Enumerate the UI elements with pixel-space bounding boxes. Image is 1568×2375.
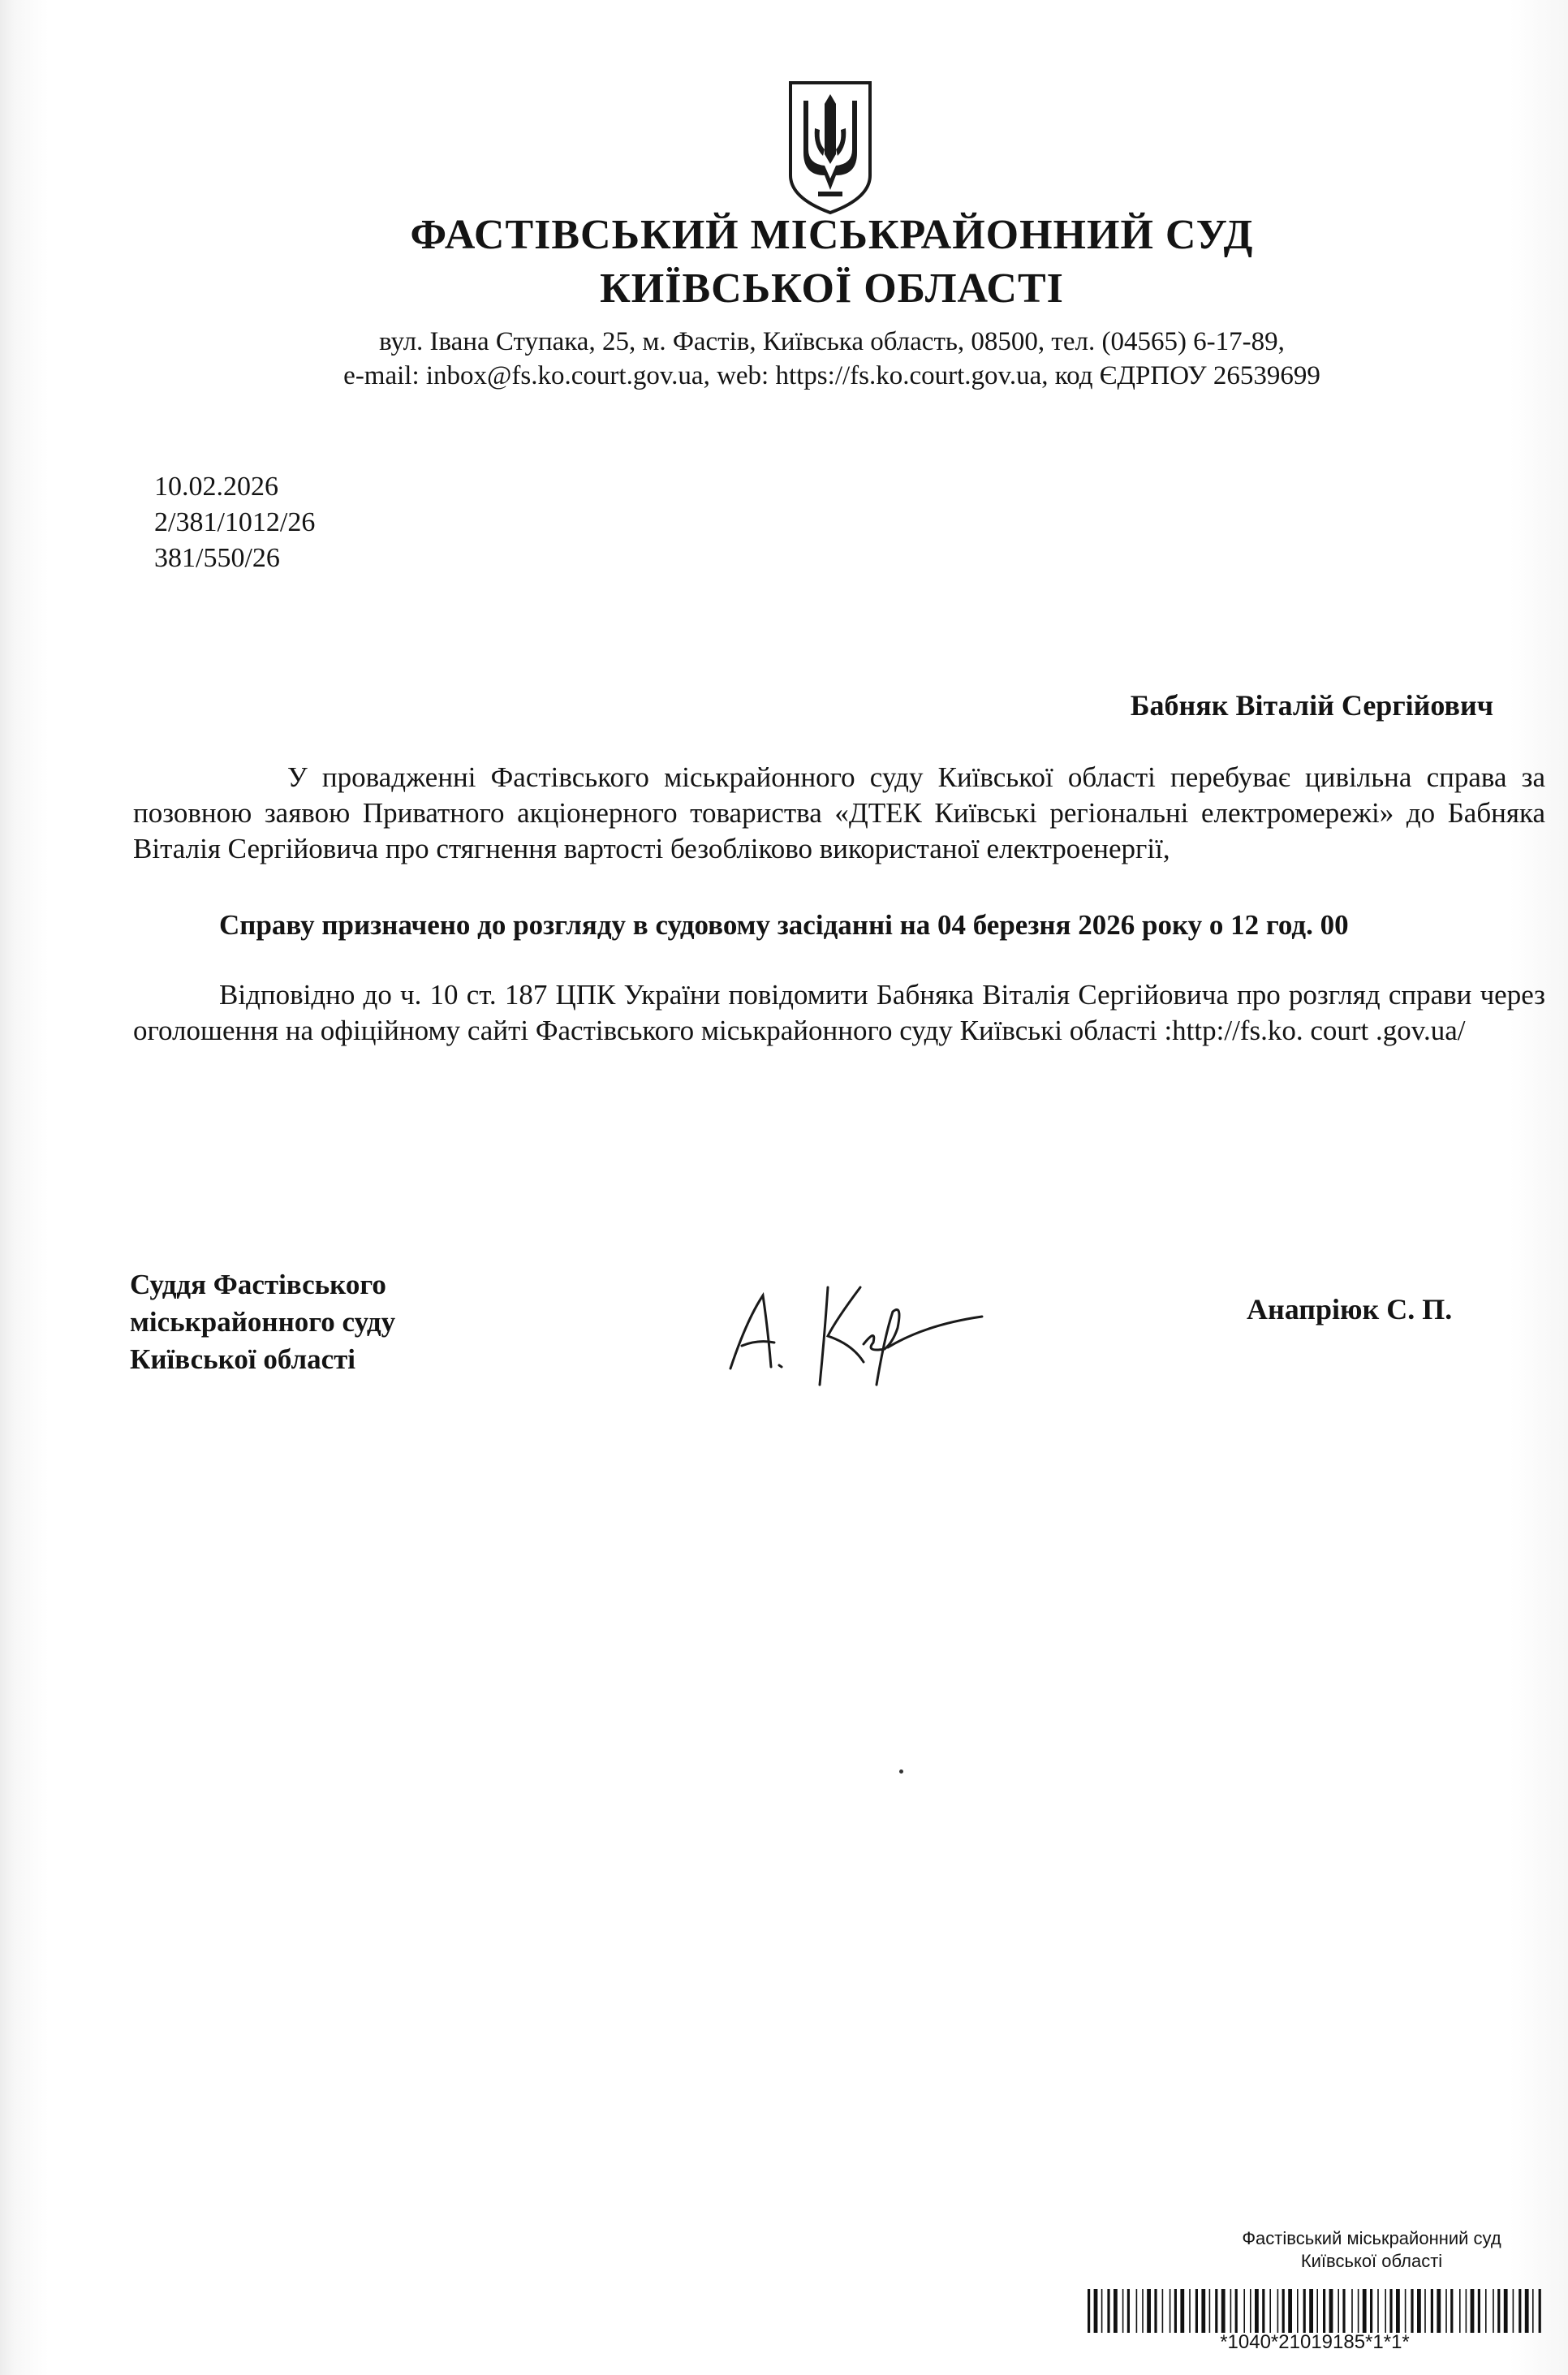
barcode-bar	[1215, 2289, 1217, 2333]
barcode-bar	[1262, 2289, 1264, 2333]
barcode-bar	[1424, 2289, 1426, 2333]
barcode-bar	[1358, 2289, 1359, 2333]
barcode-bar	[1142, 2289, 1144, 2333]
barcode-bar	[1497, 2289, 1500, 2333]
judge-position-line2: міськрайонного суду	[130, 1306, 396, 1338]
barcode-bar	[1518, 2289, 1521, 2333]
barcode-bar	[1094, 2289, 1098, 2333]
barcode-bar	[1221, 2289, 1226, 2333]
barcode-bar	[1303, 2289, 1306, 2333]
barcode-bar	[1195, 2289, 1198, 2333]
barcode-text: *1040*21019185*1*1*	[1220, 2331, 1410, 2353]
barcode-bar	[1405, 2289, 1406, 2333]
barcode-bar	[1385, 2289, 1386, 2333]
barcode-bar	[1485, 2289, 1487, 2333]
barcode-bar	[1342, 2289, 1345, 2333]
barcode-bar	[1389, 2289, 1392, 2333]
barcode-bar	[1323, 2289, 1325, 2333]
stamp-line2: Київської області	[1300, 2251, 1443, 2271]
barcode-bar	[1297, 2289, 1299, 2333]
barcode-bar	[1471, 2289, 1475, 2333]
barcode-bar	[1147, 2289, 1151, 2333]
court-name-line2: КИЇВСЬКОЇ ОБЛАСТІ	[600, 265, 1064, 312]
body-paragraph-case: У провадженні Фастівського міськрайонного суду Київської області перебуває цивільна справа за позовною заявою Приватного акціонерного товариства «ДТЕК Київські регіональні електромережі» до Бабняка Віталія Сергійовича про стягнення вартості безобліково використаної електроенергії,	[133, 761, 1545, 864]
barcode-bar	[1235, 2289, 1238, 2333]
barcode-bar	[1201, 2289, 1205, 2333]
barcode-bar	[1269, 2289, 1271, 2333]
trident-icon	[786, 80, 875, 216]
body-paragraph-hearing: Справу призначено до розгляду в судовому засіданні на 04 березня 2026 року о 12 год. 00	[219, 909, 1349, 941]
barcode-bar	[1162, 2289, 1164, 2333]
case-number: 2/381/1012/26	[154, 507, 316, 537]
barcode	[1088, 2289, 1542, 2333]
barcode-bar	[1309, 2289, 1313, 2333]
judge-position-line3: Київської області	[130, 1343, 356, 1375]
barcode-bar	[1493, 2289, 1494, 2333]
registry-stamp	[1201, 2227, 1542, 2273]
barcode-bar	[1466, 2289, 1467, 2333]
barcode-bar	[1377, 2289, 1379, 2333]
judge-position-line1: Суддя Фастівського	[130, 1269, 386, 1300]
barcode-bar	[1396, 2289, 1400, 2333]
barcode-bar	[1282, 2289, 1285, 2333]
barcode-bar	[1180, 2289, 1184, 2333]
barcode-bar	[1316, 2289, 1318, 2333]
court-name-line1: ФАСТІВСЬКИЙ МІСЬКРАЙОННИЙ СУД	[410, 212, 1254, 258]
barcode-bar	[1114, 2289, 1118, 2333]
barcode-bar	[1437, 2289, 1441, 2333]
page-mark	[899, 1769, 903, 1774]
judge-name: Анапріюк С. П.	[1247, 1293, 1453, 1325]
proceeding-number: 381/550/26	[154, 543, 280, 573]
barcode-bar	[1513, 2289, 1514, 2333]
barcode-bar	[1525, 2289, 1529, 2333]
barcode-bar	[1101, 2289, 1103, 2333]
barcode-bar	[1255, 2289, 1259, 2333]
barcode-bar	[1243, 2289, 1245, 2333]
barcode-bar	[1504, 2289, 1508, 2333]
barcode-bar	[1170, 2289, 1171, 2333]
barcode-bar	[1478, 2289, 1480, 2333]
barcode-bar	[1250, 2289, 1251, 2333]
barcode-bar	[1363, 2289, 1367, 2333]
barcode-bar	[1174, 2289, 1177, 2333]
barcode-bar	[1370, 2289, 1372, 2333]
barcode-bar	[1127, 2289, 1130, 2333]
barcode-bar	[1431, 2289, 1433, 2333]
barcode-bar	[1122, 2289, 1124, 2333]
barcode-bar	[1329, 2289, 1333, 2333]
barcode-bar	[1288, 2289, 1292, 2333]
barcode-bar	[1154, 2289, 1157, 2333]
barcode-bar	[1136, 2289, 1138, 2333]
document-date: 10.02.2026	[154, 472, 278, 502]
barcode-bar	[1338, 2289, 1339, 2333]
barcode-bar	[1532, 2289, 1534, 2333]
court-contacts: e-mail: inbox@fs.ko.court.gov.ua, web: https://fs.ko.court.gov.ua, код ЄДРПОУ 26539699	[343, 361, 1320, 390]
judge-position	[130, 1266, 395, 1378]
barcode-bar	[1107, 2289, 1109, 2333]
barcode-bar	[1209, 2289, 1211, 2333]
barcode-bar	[1230, 2289, 1232, 2333]
recipient-name: Бабняк Віталій Сергійович	[1130, 689, 1493, 722]
barcode-bar	[1450, 2289, 1453, 2333]
barcode-bar	[1445, 2289, 1447, 2333]
barcode-bar	[1411, 2289, 1413, 2333]
handwritten-signature	[714, 1271, 990, 1393]
court-address: вул. Івана Ступака, 25, м. Фастів, Київська область, 08500, тел. (04565) 6-17-89,	[379, 327, 1285, 356]
barcode-bar	[1539, 2289, 1541, 2333]
barcode-bar	[1351, 2289, 1353, 2333]
barcode-bar	[1417, 2289, 1421, 2333]
barcode-bar	[1088, 2289, 1090, 2333]
body-paragraph-notice: Відповідно до ч. 10 ст. 187 ЦПК України повідомити Бабняка Віталія Сергійовича про розгляд справи через оголошення на офіційному сайті Фастівського міськрайонного суду Київські області :http://fs.ko. court .gov.ua/	[133, 979, 1545, 1046]
barcode-bar	[1459, 2289, 1461, 2333]
barcode-bar	[1277, 2289, 1279, 2333]
barcode-bar	[1189, 2289, 1191, 2333]
stamp-line1: Фастівський міськрайонний суд	[1242, 2228, 1501, 2248]
